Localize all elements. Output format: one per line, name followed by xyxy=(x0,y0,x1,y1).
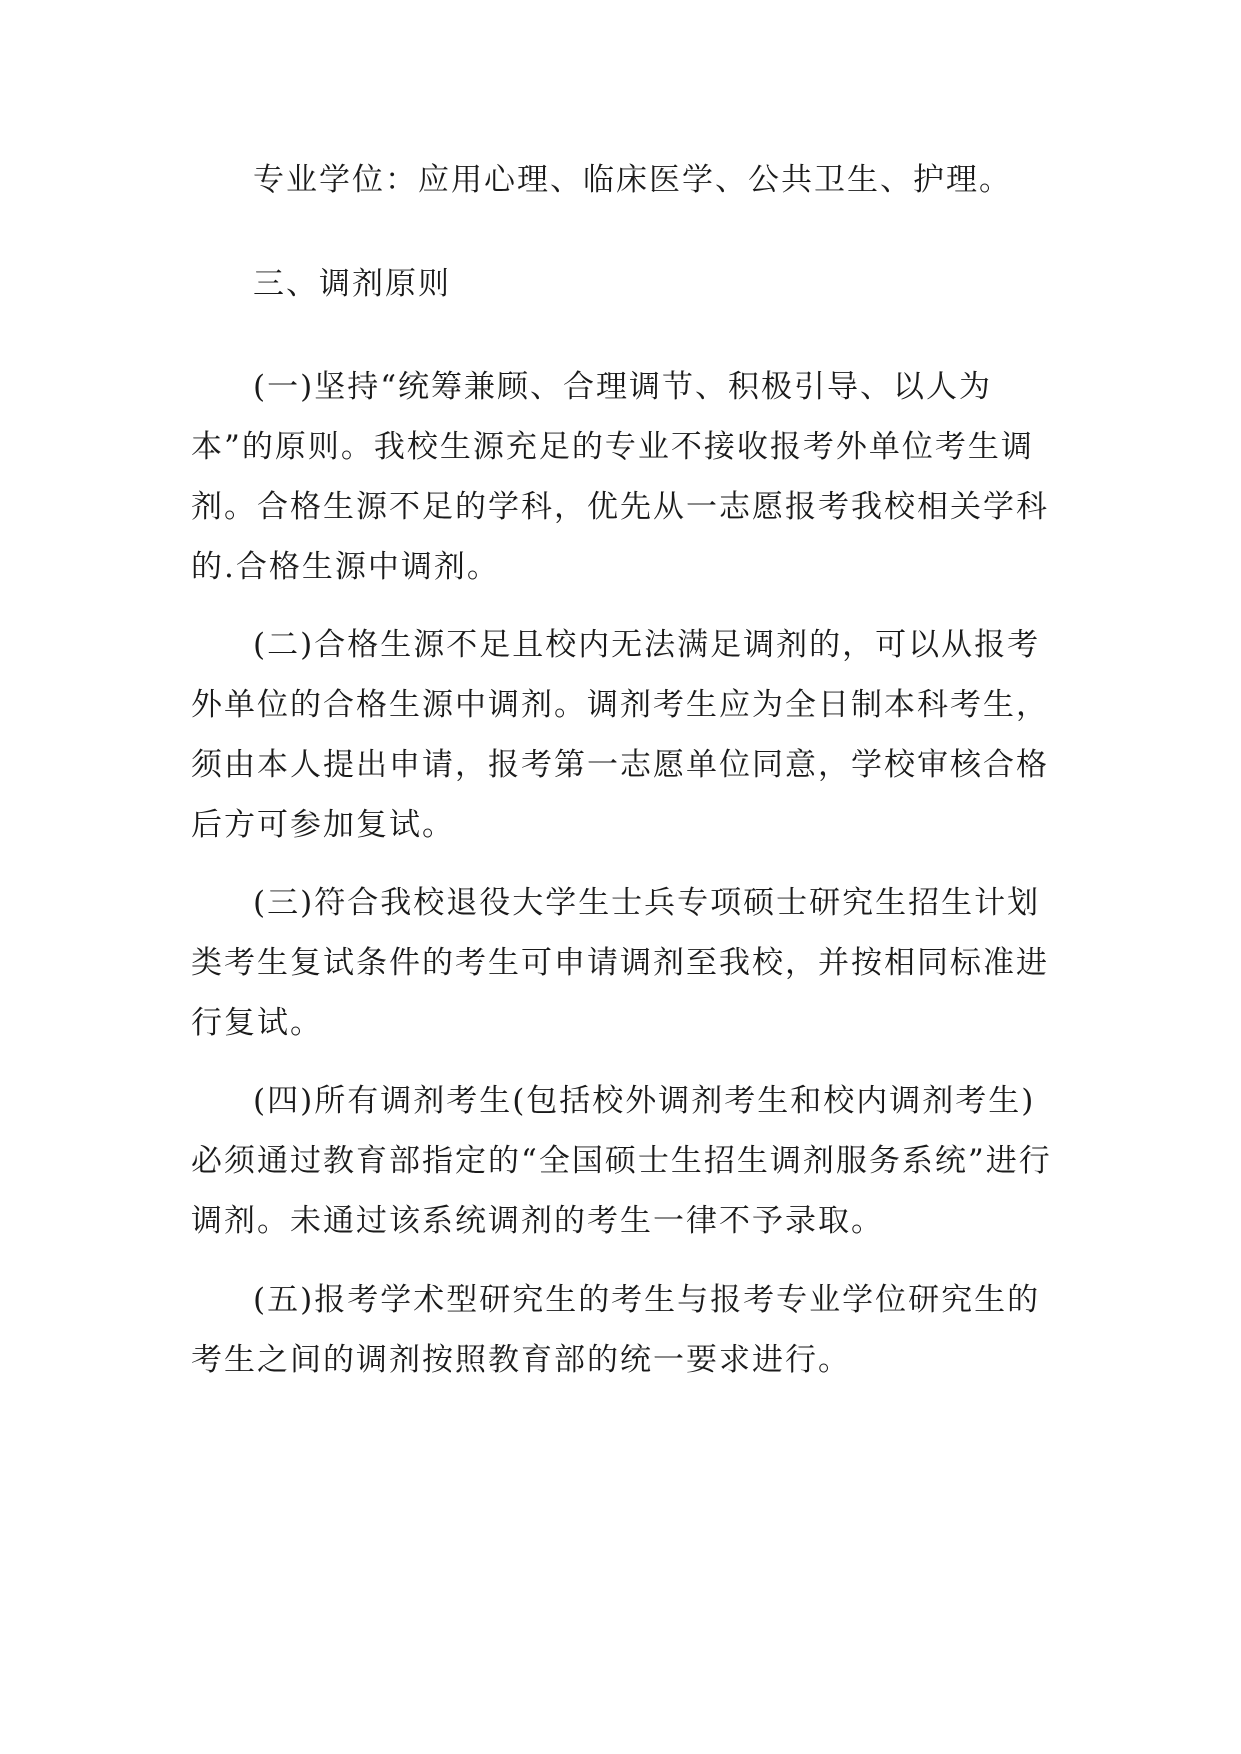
paragraph-principle-5: (五)报考学术型研究生的考生与报考专业学位研究生的考生之间的调剂按照教育部的统一要求进行。 xyxy=(191,1282,1041,1378)
paragraph-principle-2: (二)合格生源不足且校内无法满足调剂的，可以从报考外单位的合格生源中调剂。调剂考生应为全日制本科考生，须由本人提出申请，报考第一志愿单位同意，学校审核合格后方可参加复试。 xyxy=(191,627,1049,843)
section-heading-adjustment-principles: 三、调剂原则 xyxy=(253,266,451,302)
paragraph-professional-degrees: 专业学位：应用心理、临床医学、公共卫生、护理。 xyxy=(253,162,1012,198)
paragraph-principle-3: (三)符合我校退役大学生士兵专项硕士研究生招生计划类考生复试条件的考生可申请调剂至我校，并按相同标准进行复试。 xyxy=(191,885,1049,1041)
paragraph-principle-1: (一)坚持“统筹兼顾、合理调节、积极引导、以人为本”的原则。我校生源充足的专业不接收报考外单位考生调剂。合格生源不足的学科，优先从一志愿报考我校相关学科的.合格生源中调剂。 xyxy=(191,369,1049,585)
paragraph-principle-4: (四)所有调剂考生(包括校外调剂考生和校内调剂考生)必须通过教育部指定的“全国硕士生招生调剂服务系统”进行调剂。未通过该系统调剂的考生一律不予录取。 xyxy=(191,1083,1052,1239)
